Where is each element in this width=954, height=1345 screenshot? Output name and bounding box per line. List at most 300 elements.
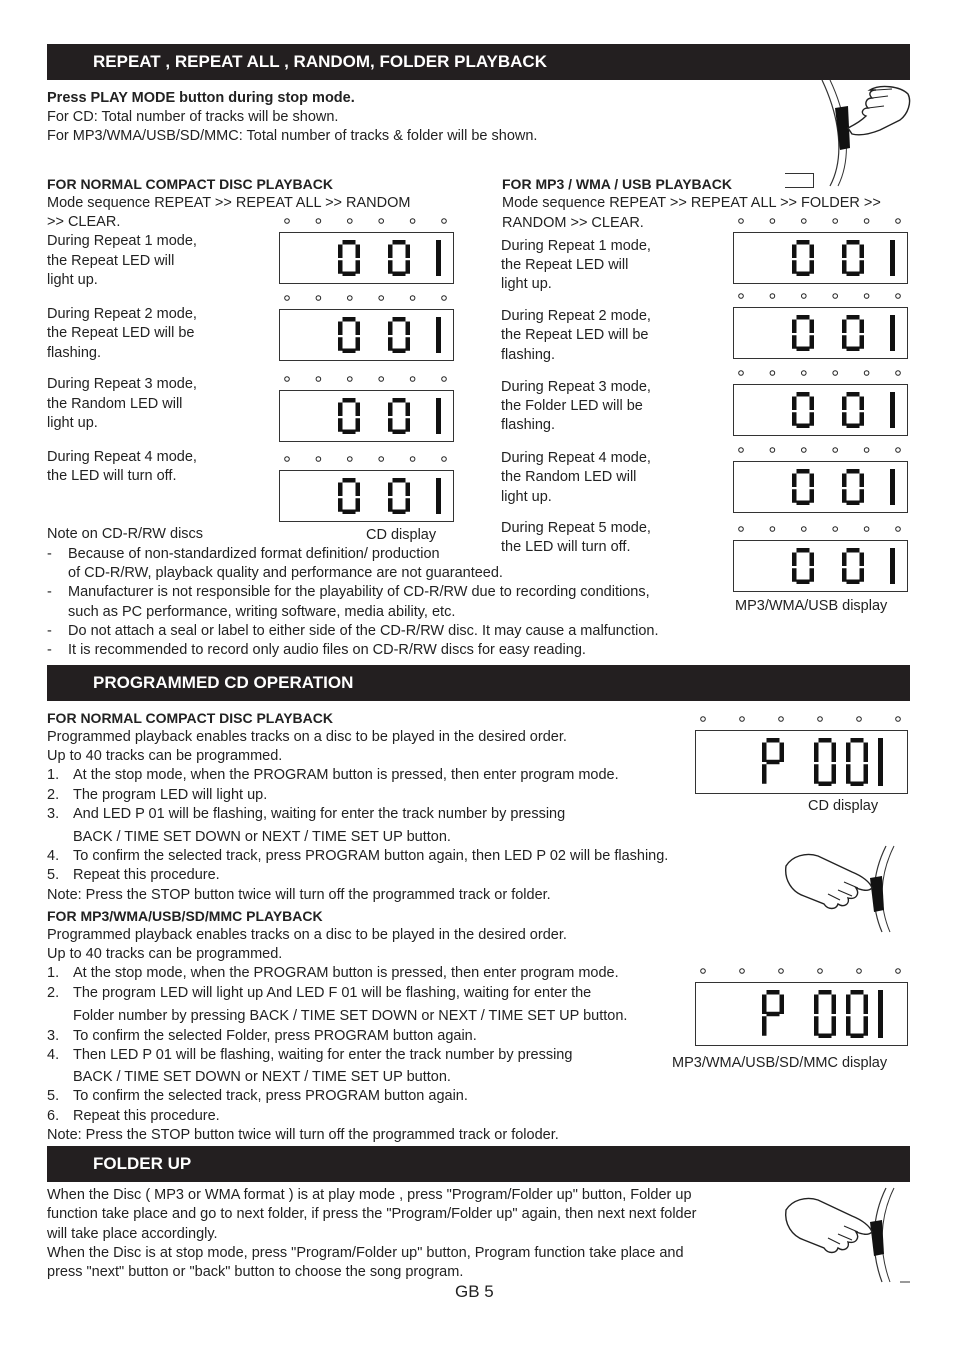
display-segment — [860, 397, 865, 411]
led-indicator-row — [279, 215, 452, 227]
section-header-repeat: REPEAT , REPEAT ALL , RANDOM, FOLDER PLAYBACK — [47, 44, 910, 80]
mode-desc: the Repeat LED will — [47, 253, 175, 269]
display-segment — [338, 322, 343, 336]
led-indicator — [818, 717, 823, 722]
display-segment — [860, 568, 865, 582]
mode-desc: light up. — [501, 489, 552, 505]
display-segment — [356, 483, 361, 497]
led-indicator — [864, 371, 869, 376]
display-segment — [797, 501, 810, 506]
led-indicator — [802, 527, 807, 532]
mode-desc: light up. — [47, 272, 98, 288]
display-segment — [797, 315, 810, 320]
led-indicator — [410, 377, 415, 382]
display-segment — [851, 782, 864, 787]
seven-segment-display — [733, 232, 908, 284]
display-segment — [860, 260, 865, 274]
display-segment — [406, 260, 411, 274]
display-segment — [338, 483, 343, 497]
hand-pointing-icon — [782, 1186, 912, 1286]
led-indicator-row — [733, 367, 906, 379]
display-segment — [393, 317, 406, 322]
led-indicator-row — [695, 965, 906, 977]
mode-sequence: >> CLEAR. — [47, 214, 121, 230]
led-indicator-row — [733, 523, 906, 535]
display-segment — [792, 245, 797, 259]
mp3-display-caption: MP3/WMA/USB/SD/MMC display — [672, 1055, 888, 1071]
cd-playback-heading: FOR NORMAL COMPACT DISC PLAYBACK — [47, 710, 333, 726]
display-segment — [860, 474, 865, 488]
step-text: BACK / TIME SET DOWN or NEXT / TIME SET UP button. — [73, 829, 451, 845]
step-number: 6. — [47, 1108, 60, 1124]
display-segment — [343, 510, 356, 515]
led-indicator-row — [733, 444, 906, 456]
led-indicator — [896, 371, 901, 376]
program-intro: Programmed playback enables tracks on a disc to be played in the desired order. — [47, 927, 567, 943]
display-segment — [343, 349, 356, 354]
display-segment — [847, 315, 860, 320]
display-digits — [696, 731, 907, 793]
display-segment — [842, 260, 847, 274]
display-segment — [343, 240, 356, 245]
step-number: 4. — [47, 848, 60, 864]
display-segment — [406, 483, 411, 497]
display-segment — [832, 743, 837, 763]
led-indicator — [739, 527, 744, 532]
display-segment — [890, 315, 895, 351]
display-segment — [388, 498, 393, 512]
display-segment — [343, 272, 356, 277]
display-segment — [819, 990, 832, 995]
note-title: Note on CD-R/RW discs — [47, 526, 204, 542]
mode-desc: During Repeat 3 mode, — [501, 379, 651, 395]
mode-desc: the LED will turn off. — [501, 539, 631, 555]
led-indicator — [896, 969, 901, 974]
step-text: At the stop mode, when the PROGRAM button is pressed, then enter program mode. — [73, 965, 619, 981]
display-segment — [810, 553, 815, 567]
display-segment — [406, 337, 411, 351]
display-segment — [810, 474, 815, 488]
display-segment — [797, 272, 810, 277]
note-line: of CD-R/RW, playback quality and performance are not guaranteed. — [68, 565, 503, 581]
display-segment — [436, 478, 441, 514]
display-segment — [356, 418, 361, 432]
display-segment — [792, 474, 797, 488]
display-segment — [842, 397, 847, 411]
led-indicator — [833, 371, 838, 376]
seven-segment-display — [733, 307, 908, 359]
display-segment — [846, 995, 851, 1015]
cd-display-caption: CD display — [808, 798, 879, 814]
mode-desc: During Repeat 5 mode, — [501, 520, 651, 536]
display-segment — [388, 322, 393, 336]
led-indicator — [701, 717, 706, 722]
step-number: 2. — [47, 985, 60, 1001]
folder-up-text: When the Disc is at stop mode, press "Program/Folder up" button, Program function take place and — [47, 1245, 684, 1261]
led-indicator — [833, 448, 838, 453]
display-segment — [864, 764, 869, 784]
display-segment — [356, 498, 361, 512]
mode-desc: the Random LED will — [501, 469, 637, 485]
mode-desc: the Folder LED will be — [501, 398, 643, 414]
display-segment — [797, 424, 810, 429]
led-indicator — [285, 296, 290, 301]
display-digits — [734, 385, 907, 435]
program-intro: Up to 40 tracks can be programmed. — [47, 748, 283, 764]
program-intro: Up to 40 tracks can be programmed. — [47, 946, 283, 962]
seven-segment-display — [695, 982, 908, 1046]
led-indicator-row — [279, 292, 452, 304]
display-segment — [393, 272, 406, 277]
mode-desc: flashing. — [47, 345, 102, 361]
display-segment — [767, 760, 780, 765]
display-digits — [734, 541, 907, 591]
led-indicator — [316, 219, 321, 224]
led-indicator — [857, 717, 862, 722]
display-segment — [847, 272, 860, 277]
hand-pointing-icon — [800, 78, 915, 188]
display-segment — [819, 1034, 832, 1039]
mode-desc: flashing. — [501, 347, 556, 363]
display-segment — [890, 392, 895, 428]
led-indicator — [410, 296, 415, 301]
display-segment — [846, 743, 851, 763]
display-segment — [860, 320, 865, 334]
seven-segment-display — [695, 730, 908, 794]
mode-desc: flashing. — [501, 417, 556, 433]
led-indicator — [802, 294, 807, 299]
mode-desc: During Repeat 1 mode, — [501, 238, 651, 254]
seven-segment-display — [279, 470, 454, 522]
step-text: Repeat this procedure. — [73, 867, 220, 883]
display-segment — [847, 469, 860, 474]
led-indicator — [316, 296, 321, 301]
display-segment — [847, 392, 860, 397]
note-dash: - — [47, 546, 52, 562]
display-segment — [406, 498, 411, 512]
mode-sequence: Mode sequence REPEAT >> REPEAT ALL >> FOLDER >> — [502, 195, 881, 211]
program-intro: Programmed playback enables tracks on a disc to be played in the desired order. — [47, 729, 567, 745]
led-indicator-row — [733, 215, 906, 227]
display-segment — [762, 743, 767, 763]
led-indicator — [348, 219, 353, 224]
display-segment — [393, 398, 406, 403]
step-number: 3. — [47, 1028, 60, 1044]
seven-segment-display — [279, 309, 454, 361]
step-number: 1. — [47, 767, 60, 783]
seven-segment-display — [733, 540, 908, 592]
step-text: At the stop mode, when the PROGRAM button is pressed, then enter program mode. — [73, 767, 619, 783]
led-indicator — [857, 969, 862, 974]
led-indicator — [779, 717, 784, 722]
led-indicator — [833, 219, 838, 224]
step-text: Folder number by pressing BACK / TIME SET DOWN or NEXT / TIME SET UP button. — [73, 1008, 628, 1024]
display-segment — [767, 1012, 780, 1017]
display-segment — [406, 245, 411, 259]
display-segment — [780, 995, 785, 1015]
note-line: Manufacturer is not responsible for the playability of CD-R/RW due to recording conditions, — [68, 584, 650, 600]
mode-sequence: Mode sequence REPEAT >> REPEAT ALL >> RANDOM — [47, 195, 411, 211]
mp3-playback-heading: FOR MP3/WMA/USB/SD/MMC PLAYBACK — [47, 908, 323, 924]
folder-up-text: When the Disc ( MP3 or WMA format ) is at play mode , press "Program/Folder up" button, Folder up — [47, 1187, 692, 1203]
led-indicator — [442, 219, 447, 224]
led-indicator — [316, 457, 321, 462]
display-segment — [842, 320, 847, 334]
display-segment — [406, 403, 411, 417]
display-segment — [792, 553, 797, 567]
display-segment — [810, 412, 815, 426]
display-segment — [851, 738, 864, 743]
display-segment — [356, 245, 361, 259]
display-segment — [847, 347, 860, 352]
display-segment — [846, 764, 851, 784]
mode-desc: During Repeat 2 mode, — [501, 308, 651, 324]
display-digits — [280, 233, 453, 283]
step-text: To confirm the selected track, press PROGRAM button again. — [73, 1088, 468, 1104]
display-segment — [842, 568, 847, 582]
display-segment — [393, 478, 406, 483]
led-indicator — [779, 969, 784, 974]
led-indicator — [285, 377, 290, 382]
display-segment — [393, 349, 406, 354]
led-indicator — [896, 527, 901, 532]
display-segment — [792, 489, 797, 503]
display-segment — [847, 548, 860, 553]
display-segment — [767, 990, 780, 995]
display-segment — [388, 337, 393, 351]
led-indicator — [701, 969, 706, 974]
led-indicator — [818, 969, 823, 974]
folder-up-text: will take place accordingly. — [47, 1226, 218, 1242]
mode-desc: light up. — [47, 415, 98, 431]
led-indicator — [802, 448, 807, 453]
led-indicator — [740, 969, 745, 974]
display-segment — [393, 240, 406, 245]
display-segment — [847, 240, 860, 245]
display-segment — [388, 483, 393, 497]
display-segment — [343, 317, 356, 322]
section-header-program: PROGRAMMED CD OPERATION — [47, 665, 910, 701]
display-segment — [814, 1016, 819, 1036]
step-number: 4. — [47, 1047, 60, 1063]
mode-desc: the Repeat LED will — [501, 257, 629, 273]
mode-desc: During Repeat 2 mode, — [47, 306, 197, 322]
display-segment — [343, 398, 356, 403]
mode-desc: During Repeat 4 mode, — [501, 450, 651, 466]
note-dash: - — [47, 642, 52, 658]
led-indicator — [864, 527, 869, 532]
led-indicator — [348, 457, 353, 462]
led-indicator-row — [279, 453, 452, 465]
display-segment — [832, 1016, 837, 1036]
display-segment — [393, 510, 406, 515]
display-segment — [436, 317, 441, 353]
step-text: The program LED will light up And LED F 01 will be flashing, waiting for enter the — [73, 985, 592, 1001]
display-segment — [393, 430, 406, 435]
led-indicator — [442, 457, 447, 462]
step-text: The program LED will light up. — [73, 787, 268, 803]
mode-sequence: RANDOM >> CLEAR. — [502, 215, 644, 231]
display-segment — [860, 489, 865, 503]
intro-line: For MP3/WMA/USB/SD/MMC: Total number of tracks & folder will be shown. — [47, 128, 538, 144]
display-segment — [406, 418, 411, 432]
program-note: Note: Press the STOP button twice will turn off the programmed track or foloder. — [47, 1127, 559, 1143]
display-segment — [338, 337, 343, 351]
display-segment — [890, 469, 895, 505]
led-indicator — [833, 527, 838, 532]
display-segment — [792, 412, 797, 426]
display-segment — [810, 260, 815, 274]
display-segment — [860, 245, 865, 259]
display-segment — [356, 337, 361, 351]
display-segment — [338, 260, 343, 274]
display-segment — [842, 245, 847, 259]
intro-line: For CD: Total number of tracks will be shown. — [47, 109, 339, 125]
note-dash: - — [47, 623, 52, 639]
display-segment — [847, 580, 860, 585]
led-indicator-row — [279, 373, 452, 385]
display-segment — [810, 489, 815, 503]
display-segment — [864, 995, 869, 1015]
step-text: To confirm the selected track, press PROGRAM button again, then LED P 02 will be flashing. — [73, 848, 669, 864]
led-indicator — [316, 377, 321, 382]
cd-playback-heading: FOR NORMAL COMPACT DISC PLAYBACK — [47, 176, 333, 192]
led-indicator — [740, 717, 745, 722]
display-segment — [388, 245, 393, 259]
display-segment — [847, 501, 860, 506]
page-number: GB 5 — [455, 1282, 494, 1301]
display-segment — [338, 498, 343, 512]
led-indicator — [379, 296, 384, 301]
display-segment — [814, 995, 819, 1015]
led-indicator — [770, 294, 775, 299]
display-segment — [851, 1034, 864, 1039]
led-indicator — [410, 219, 415, 224]
led-indicator — [410, 457, 415, 462]
mode-desc: During Repeat 4 mode, — [47, 449, 197, 465]
display-segment — [792, 397, 797, 411]
display-segment — [343, 478, 356, 483]
led-indicator-row — [695, 713, 906, 725]
display-segment — [343, 430, 356, 435]
display-segment — [890, 240, 895, 276]
display-segment — [846, 1016, 851, 1036]
mode-desc: the Repeat LED will be — [501, 327, 649, 343]
led-indicator — [864, 448, 869, 453]
mode-desc: the LED will turn off. — [47, 468, 177, 484]
display-segment — [388, 403, 393, 417]
display-segment — [814, 743, 819, 763]
display-segment — [832, 995, 837, 1015]
led-indicator — [285, 219, 290, 224]
display-segment — [810, 245, 815, 259]
led-indicator — [802, 371, 807, 376]
step-number: 1. — [47, 965, 60, 981]
led-indicator — [348, 296, 353, 301]
led-indicator — [770, 527, 775, 532]
display-digits — [734, 233, 907, 283]
step-number: 5. — [47, 867, 60, 883]
display-digits — [696, 983, 907, 1045]
display-segment — [356, 322, 361, 336]
led-indicator — [442, 296, 447, 301]
display-segment — [797, 548, 810, 553]
display-segment — [406, 322, 411, 336]
display-segment — [819, 738, 832, 743]
note-line: Do not attach a seal or label to either side of the CD-R/RW disc. It may cause a malfunction. — [68, 623, 659, 639]
step-number: 3. — [47, 806, 60, 822]
display-segment — [797, 347, 810, 352]
display-segment — [792, 568, 797, 582]
display-segment — [864, 743, 869, 763]
led-indicator — [739, 448, 744, 453]
led-indicator — [285, 457, 290, 462]
display-segment — [762, 995, 767, 1015]
seven-segment-display — [279, 232, 454, 284]
led-indicator — [442, 377, 447, 382]
display-segment — [878, 738, 883, 786]
display-segment — [797, 240, 810, 245]
decor-box — [785, 173, 814, 188]
step-text: BACK / TIME SET DOWN or NEXT / TIME SET UP button. — [73, 1069, 451, 1085]
mode-desc: light up. — [501, 276, 552, 292]
display-segment — [810, 320, 815, 334]
mode-desc: the Repeat LED will be — [47, 325, 195, 341]
display-segment — [338, 403, 343, 417]
folder-up-text: press "next" button or "back" button to choose the song program. — [47, 1264, 464, 1280]
display-digits — [280, 471, 453, 521]
display-segment — [842, 412, 847, 426]
display-segment — [797, 392, 810, 397]
display-segment — [762, 1016, 767, 1036]
led-indicator — [896, 219, 901, 224]
cd-display-caption: CD display — [366, 527, 437, 543]
display-segment — [832, 764, 837, 784]
display-segment — [356, 403, 361, 417]
display-segment — [842, 474, 847, 488]
display-segment — [810, 568, 815, 582]
mp3-playback-heading: FOR MP3 / WMA / USB PLAYBACK — [502, 176, 732, 192]
seven-segment-display — [733, 461, 908, 513]
mode-desc: the Random LED will — [47, 396, 183, 412]
led-indicator — [864, 294, 869, 299]
led-indicator — [802, 219, 807, 224]
display-segment — [792, 335, 797, 349]
display-segment — [797, 580, 810, 585]
display-segment — [878, 990, 883, 1038]
seven-segment-display — [279, 390, 454, 442]
seven-segment-display — [733, 384, 908, 436]
note-dash: - — [47, 584, 52, 600]
display-digits — [734, 308, 907, 358]
led-indicator — [770, 219, 775, 224]
intro-line: Press PLAY MODE button during stop mode. — [47, 90, 355, 106]
display-segment — [767, 738, 780, 743]
display-segment — [847, 424, 860, 429]
display-segment — [338, 418, 343, 432]
led-indicator — [896, 294, 901, 299]
display-segment — [842, 553, 847, 567]
step-number: 2. — [47, 787, 60, 803]
program-note: Note: Press the STOP button twice will turn off the programmed track or folder. — [47, 887, 551, 903]
led-indicator — [379, 457, 384, 462]
mode-desc: During Repeat 1 mode, — [47, 233, 197, 249]
led-indicator — [739, 219, 744, 224]
display-segment — [388, 260, 393, 274]
step-text: Then LED P 01 will be flashing, waiting for enter the track number by pressing — [73, 1047, 573, 1063]
display-segment — [842, 335, 847, 349]
display-segment — [338, 245, 343, 259]
